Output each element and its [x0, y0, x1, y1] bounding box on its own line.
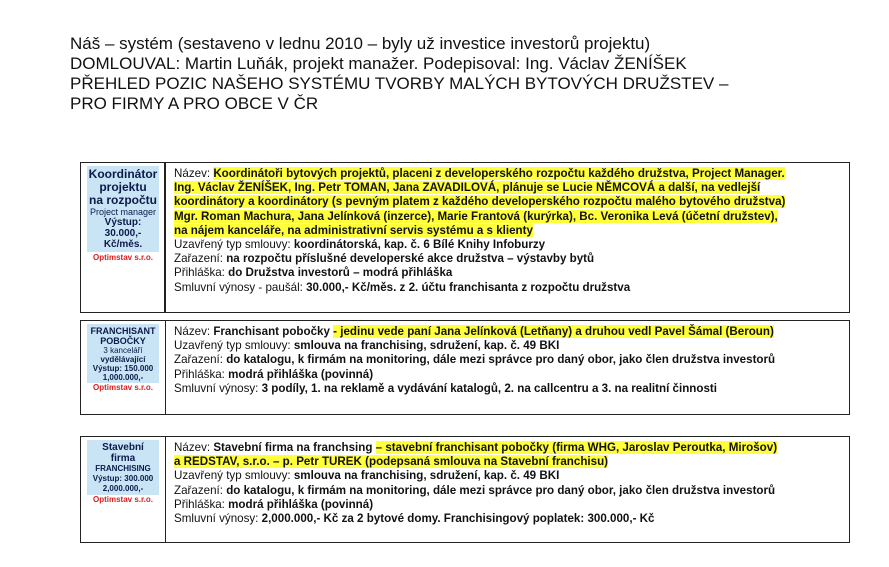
document-header: [70, 34, 870, 114]
card-left-column: [81, 437, 166, 542]
yield-value: 2,000.000,- Kč za 2 bytové domy. Franchisingový poplatek: 300.000,- Kč: [261, 512, 655, 526]
application-label: Přihláška:: [174, 266, 229, 280]
badge-subtitle: 3 kanceláří: [103, 346, 143, 355]
classification-value: do katalogu, k firmám na monitoring, dále mezi správce pro daný obor, jako člen družstva investorů: [226, 483, 776, 497]
position-badge: [87, 166, 159, 264]
badge-subtitle: Project manager: [89, 207, 157, 217]
header-line-2: DOMLOUVAL: Martin Luňák, projekt manažer. Podepisoval: Ing. Václav ŽENÍŠEK: [70, 54, 687, 73]
classification-label: Zařazení:: [174, 483, 227, 497]
name-value: Mgr. Roman Machura, Jana Jelínková (inzerce), Marie Frantová (kurýrka), Bc. Veronika Levá (účetní družstev),: [174, 209, 778, 223]
contract-value: smlouva na franchising, sdružení, kap. č. 49 BKI: [293, 339, 560, 353]
name-label: Název:: [174, 441, 214, 454]
badge-title: firma: [110, 453, 136, 464]
name-value: Franchisant pobočky: [213, 325, 334, 338]
badge-value: Výstup: 150.000: [92, 364, 154, 373]
classification-label: Zařazení:: [174, 353, 227, 367]
application-value: modrá přihláška (povinná): [228, 367, 374, 381]
contract-label: Uzavřený typ smlouvy:: [174, 339, 294, 353]
badge-title: FRANCHISANT: [90, 326, 156, 336]
badge-brand: Optimstav s.r.o.: [87, 383, 159, 393]
classification-label: Zařazení:: [174, 252, 227, 266]
yield-value: 3 podíly, 1. na reklamě a vydávání katalogů, 2. na callcentru a 3. na realitní činnosti: [261, 381, 717, 395]
name-value: Stavební firma na franchsing: [213, 441, 376, 454]
name-label: Název:: [174, 167, 214, 180]
name-value: Koordinátoři bytových projektů, placeni z developerského rozpočtu každého družstva, Project Manager.: [213, 167, 785, 180]
name-value: na nájem kanceláře, na administrativní servis systému a s klienty: [174, 223, 533, 237]
application-label: Přihláška:: [174, 367, 229, 381]
position-card-branch-franchisee: [80, 320, 850, 415]
badge-subtitle: vydělávající: [100, 355, 146, 364]
badge-value: 1,000.000,-: [102, 373, 144, 382]
card-left-column: [81, 163, 166, 312]
card-details: [174, 167, 843, 295]
badge-title: Stavební: [102, 442, 144, 453]
header-line-3: PŘEHLED POZIC NAŠEHO SYSTÉMU TVORBY MALÝCH BYTOVÝCH DRUŽSTEV –: [70, 74, 729, 93]
yield-label: Smluvní výnosy - paušál:: [174, 280, 307, 294]
badge-title: Koordinátor: [88, 167, 158, 181]
badge-title: projektu: [99, 180, 147, 194]
classification-value: na rozpočtu příslušné developerské akce družstva – výstavby bytů: [226, 252, 595, 266]
contract-label: Uzavřený typ smlouvy:: [174, 238, 294, 252]
position-card-construction-firm: [80, 436, 850, 543]
name-highlight: - jedinu vede paní Jana Jelínková (Letňany) a druhou vedl Pavel Šámal (Beroun): [333, 325, 774, 338]
card-details: [174, 441, 843, 526]
badge-brand: Optimstav s.r.o.: [87, 252, 159, 264]
badge-value: Výstup: 300.000: [92, 474, 154, 483]
classification-value: do katalogu, k firmám na monitoring, dále mezi správce pro daný obor, jako člen družstva investorů: [226, 353, 776, 367]
yield-label: Smluvní výnosy:: [174, 381, 262, 395]
name-value: koordinátory a koordinátory (s pevným platem z každého developerského rozpočtu malého bytového družstva): [174, 195, 786, 209]
position-card-coordinator: [80, 162, 850, 313]
header-line-4: PRO FIRMY A PRO OBCE V ČR: [70, 94, 319, 113]
card-details: [174, 325, 843, 396]
name-value: Ing. Václav ŽENÍŠEK, Ing. Petr TOMAN, Jana ZAVADILOVÁ, plánuje se Lucie NĚMCOVÁ a další, na vedlejší: [174, 181, 761, 195]
badge-title: na rozpočtu: [89, 193, 157, 207]
yield-value: 30.000,- Kč/měs. z 2. účtu franchisanta z rozpočtu družstva: [306, 280, 631, 294]
badge-value: 30.000,- Kč/měs.: [103, 228, 143, 250]
badge-value: Výstup:: [104, 217, 142, 228]
name-highlight: – stavební franchisant pobočky (firma WHG, Jaroslav Peroutka, Mirošov): [375, 441, 778, 454]
badge-subtitle: FRANCHISING: [95, 464, 151, 473]
card-left-column: [81, 321, 166, 414]
header-line-1: Náš – systém (sestaveno v lednu 2010 – byly už investice investorů projektu): [70, 34, 651, 53]
contract-value: smlouva na franchising, sdružení, kap. č. 49 BKI: [293, 469, 560, 483]
badge-brand: Optimstav s.r.o.: [87, 495, 159, 505]
position-badge: [87, 324, 159, 393]
application-label: Přihláška:: [174, 497, 229, 511]
position-badge: [87, 440, 159, 505]
application-value: do Družstva investorů – modrá přihláška: [228, 266, 453, 280]
yield-label: Smluvní výnosy:: [174, 512, 262, 526]
badge-title: POBOČKY: [100, 336, 146, 346]
name-label: Název:: [174, 325, 214, 338]
contract-value: koordinátorská, kap. č. 6 Bílé Knihy Infoburzy: [293, 238, 546, 252]
name-highlight: a REDSTAV, s.r.o. – p. Petr TUREK (podepsaná smlouva na Stavební franchisu): [174, 455, 609, 469]
badge-value: 2,000.000,-: [102, 484, 144, 493]
contract-label: Uzavřený typ smlouvy:: [174, 469, 294, 483]
application-value: modrá přihláška (povinná): [228, 497, 374, 511]
